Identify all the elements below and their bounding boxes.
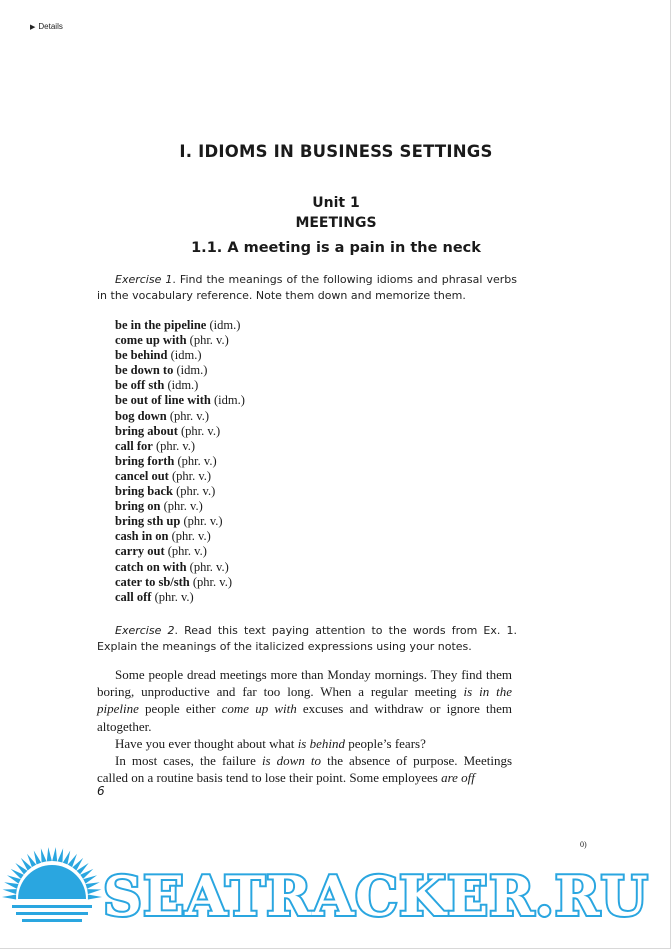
vocabulary-type: (phr. v.) <box>166 408 210 423</box>
vocabulary-term: bring forth <box>115 453 175 468</box>
vocabulary-item <box>115 348 415 363</box>
sun-ray <box>87 889 101 894</box>
vocabulary-term: bring back <box>115 484 174 499</box>
vocabulary-term: cancel out <box>115 468 169 483</box>
vocabulary-type: (phr. v.) <box>164 544 207 559</box>
vocabulary-type: (idm.) <box>206 318 241 332</box>
vocabulary-term: carry out <box>115 544 165 559</box>
vocabulary-type: (phr. v.) <box>186 559 229 574</box>
vocabulary-item <box>115 393 415 408</box>
exercise-2-text: . Read this text paying attention to the words from Ex. 1. Explain the meanings of the italicized expressions using your notes. <box>97 624 517 653</box>
vocabulary-type: (phr. v.) <box>168 529 211 544</box>
vocabulary-item <box>115 409 415 424</box>
reading-passage <box>97 666 512 786</box>
sun-ray <box>86 882 100 889</box>
exercise-1-label: Exercise 1 <box>115 273 173 286</box>
subsection-title: 1.1. A meeting is a pain in the neck <box>191 240 481 256</box>
vocabulary-item <box>115 529 415 544</box>
vocabulary-type: (phr. v.) <box>186 333 229 348</box>
vocabulary-item <box>115 363 415 378</box>
vocabulary-term: be in the pipeline <box>115 318 207 332</box>
vocabulary-term: be behind <box>115 348 168 363</box>
passage-paragraph <box>97 735 512 752</box>
passage-text: the absence of purpose. Meetings called on a routine basis tend to lose their point. Some employees <box>97 753 513 786</box>
italic-expression: is down to <box>261 753 322 769</box>
sun-icon <box>2 847 102 922</box>
passage-text: people either <box>138 701 222 717</box>
sun-ray <box>2 894 16 899</box>
vocabulary-type: (idm.) <box>173 363 208 378</box>
exercise-1-instructions <box>97 272 517 304</box>
italic-expression: is behind <box>297 735 345 751</box>
vocabulary-item <box>115 454 415 469</box>
exercise-1-text: . Find the meanings of the following idioms and phrasal verbs in the vocabulary reference. Note them down and memorize them. <box>97 273 517 302</box>
vocabulary-item <box>115 439 415 454</box>
details-label: Details <box>38 22 63 31</box>
vocabulary-term: be down to <box>115 363 174 378</box>
watermark-text: SEATRACKER.RU <box>103 864 649 928</box>
vocabulary-type: (phr. v.) <box>151 589 194 604</box>
passage-text: Some people dread meetings more than Monday mornings. They find them boring, unproductive and far too long. When a regular meeting <box>97 667 512 700</box>
vocabulary-term: come up with <box>115 333 187 348</box>
italic-expression: come up with <box>221 701 297 717</box>
vocabulary-type: (phr. v.) <box>180 514 223 529</box>
passage-paragraph <box>97 752 512 786</box>
vocabulary-term: cater to sb/sth <box>115 574 190 589</box>
vocabulary-term: be out of line with <box>115 393 211 408</box>
sun-ray <box>47 847 52 861</box>
italic-expression: are off <box>441 770 475 786</box>
vocabulary-type: (phr. v.) <box>189 574 233 589</box>
vocabulary-type: (idm.) <box>164 378 199 393</box>
vocabulary-term: call for <box>115 438 153 453</box>
vocabulary-type: (idm.) <box>210 393 245 408</box>
sun-ray <box>63 850 70 864</box>
details-toggle[interactable] <box>30 22 63 31</box>
passage-text: excuses and withdraw or ignore them altogether. <box>97 701 513 734</box>
triangle-right-icon: ▶ <box>30 24 36 31</box>
page-number: 6 <box>97 784 105 798</box>
vocabulary-type: (phr. v.) <box>174 453 217 468</box>
exercise-2-instructions <box>97 623 517 655</box>
vocabulary-term: cash in on <box>115 529 169 544</box>
vocabulary-item <box>115 333 415 348</box>
vocabulary-type: (idm.) <box>167 348 202 363</box>
sun-ray <box>34 850 41 864</box>
vocabulary-item <box>115 318 415 333</box>
passage-text: people’s fears? <box>345 735 426 751</box>
unit-heading <box>0 193 672 233</box>
unit-title: MEETINGS <box>295 215 377 231</box>
unit-number: Unit 1 <box>312 195 360 211</box>
sun-ray <box>3 889 17 894</box>
section-title: I. IDIOMS IN BUSINESS SETTINGS <box>179 142 493 161</box>
sun-ray <box>41 848 47 862</box>
vocabulary-item <box>115 575 415 590</box>
corner-note: 0) <box>580 840 587 849</box>
vocabulary-item <box>115 544 415 559</box>
vocabulary-term: bring on <box>115 499 161 514</box>
vocabulary-term: be off sth <box>115 378 165 393</box>
sun-ray <box>88 894 102 899</box>
passage-text: Have you ever thought about what <box>115 735 298 751</box>
vocabulary-type: (phr. v.) <box>160 499 203 514</box>
vocabulary-item <box>115 560 415 575</box>
passage-text: In most cases, the failure <box>115 753 262 769</box>
exercise-2-label: Exercise 2 <box>115 624 175 637</box>
vocabulary-term: bring sth up <box>115 514 181 529</box>
vocabulary-item <box>115 469 415 484</box>
sun-ray <box>52 847 57 861</box>
vocabulary-type: (phr. v.) <box>177 423 221 438</box>
vocabulary-type: (phr. v.) <box>173 484 216 499</box>
vocabulary-term: call off <box>115 589 152 604</box>
italic-expression: is in the pipeline <box>97 684 513 717</box>
vocabulary-item <box>115 378 415 393</box>
vocabulary-item <box>115 484 415 499</box>
vocabulary-type: (phr. v.) <box>168 468 212 483</box>
passage-paragraph <box>97 666 512 735</box>
sun-ray <box>4 882 18 889</box>
vocabulary-item <box>115 499 415 514</box>
vocabulary-term: bog down <box>115 408 167 423</box>
vocabulary-item <box>115 424 415 439</box>
sun-ray <box>58 848 64 862</box>
vocabulary-item <box>115 514 415 529</box>
vocabulary-type: (phr. v.) <box>152 438 196 453</box>
vocabulary-item <box>115 590 415 605</box>
vocabulary-term: catch on with <box>115 559 187 574</box>
vocabulary-term: bring about <box>115 423 178 438</box>
vocabulary-list <box>115 318 415 605</box>
